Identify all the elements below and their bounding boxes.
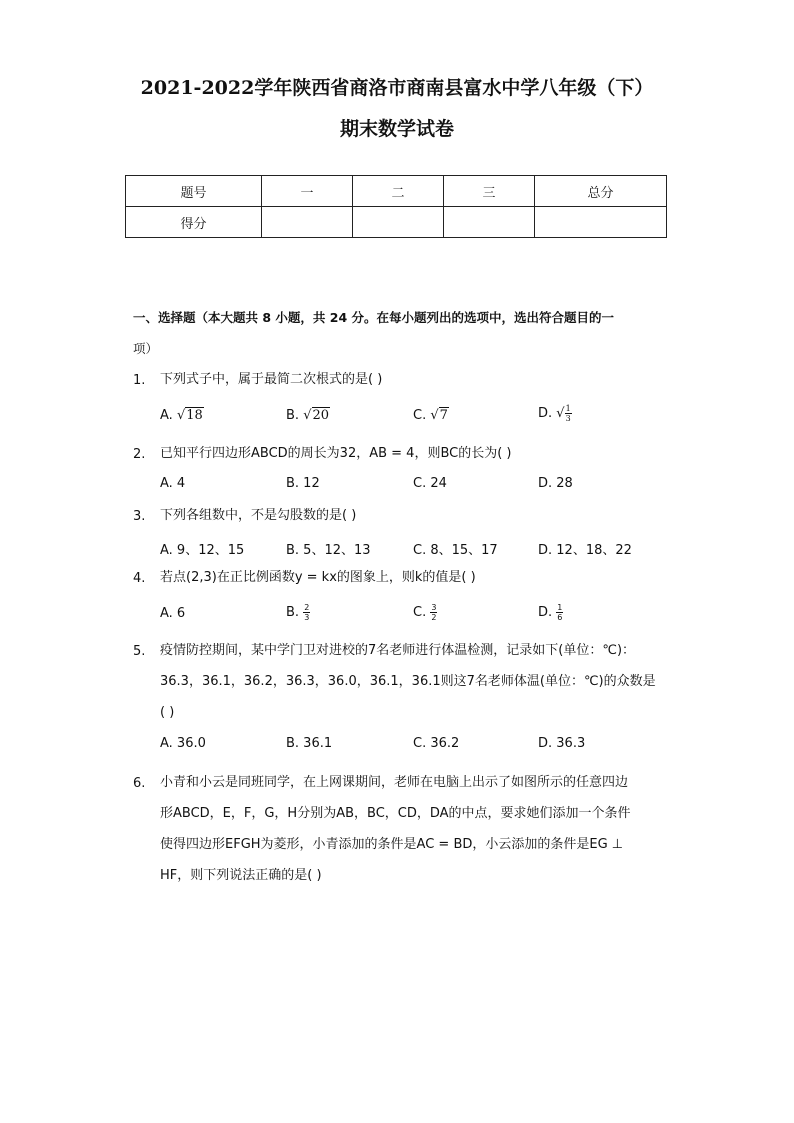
option-b: B. 36.1 [286, 736, 333, 751]
question-text-line: 疫情防控期间，某中学门卫对进校的7名老师进行体温检测，记录如下(单位：℃)： [160, 643, 636, 658]
section-heading-cont: 项） [133, 341, 159, 356]
option-label: B. [286, 605, 300, 620]
option-a: A. 36.0 [160, 736, 206, 751]
section-heading: 一、选择题（本大题共 8 小题，共 24 分。在每小题列出的选项中，选出符合题目的一 [133, 310, 615, 325]
option-a: A. 4 [160, 476, 186, 491]
question-text: 下列各组数中，不是勾股数的是( ) [160, 508, 357, 523]
question-text-line: 小青和小云是同班同学，在上网课期间，老师在电脑上出示了如图所示的任意四边 [160, 775, 629, 790]
table-cell: 二 [353, 176, 444, 207]
table-cell: 总分 [535, 176, 667, 207]
option-c: C. 8、15、17 [413, 543, 498, 558]
option-a [160, 408, 204, 423]
question-number: 5. [133, 644, 146, 659]
option-c [413, 603, 437, 622]
option-a: A. 6 [160, 606, 186, 621]
option-d: D. 28 [538, 476, 573, 491]
option-d [538, 404, 572, 423]
option-label: D. [538, 605, 553, 620]
option-b: B. 5、12、13 [286, 543, 371, 558]
table-row [126, 176, 667, 207]
score-cell[interactable] [353, 207, 444, 238]
sqrt-expression: √20 [303, 408, 330, 423]
score-cell[interactable] [262, 207, 353, 238]
table-cell: 一 [262, 176, 353, 207]
option-d [538, 603, 563, 622]
sqrt-expression: √ $\frac{1}{3}$ [556, 404, 571, 423]
option-label: C. [413, 408, 427, 423]
sqrt-expression: √18 [176, 408, 203, 423]
radicand: 20 [312, 408, 330, 423]
question-text: 若点(2,3)在正比例函数y = kx的图象上，则k的值是( ) [160, 570, 476, 585]
table-cell: 题号 [126, 176, 262, 207]
option-a: A. 9、12、15 [160, 543, 245, 558]
question-text-line: ( ) [160, 705, 175, 720]
question-text-line: 使得四边形EFGH为菱形，小青添加的条件是AC = BD，小云添加的条件是EG ⊥ [160, 837, 624, 852]
question-number: 6. [133, 776, 146, 791]
option-label: C. [413, 605, 427, 620]
score-table [125, 175, 667, 238]
fraction: $\frac{3}{2}$ [431, 603, 437, 622]
question-text: 下列式子中，属于最简二次根式的是( ) [160, 372, 383, 387]
table-cell: 得分 [126, 207, 262, 238]
fraction: $\frac{1}{6}$ [557, 603, 563, 622]
question-text-line: 形ABCD，E，F，G，H分别为AB，BC，CD，DA的中点，要求她们添加一个条件 [160, 806, 631, 821]
question-number: 2. [133, 447, 146, 462]
fraction: $\frac{1}{3}$ [565, 404, 571, 423]
score-cell[interactable] [444, 207, 535, 238]
option-label: B. [286, 408, 300, 423]
option-b [286, 408, 330, 423]
radicand: 18 [186, 408, 203, 423]
question-text-line: HF，则下列说法正确的是( ) [160, 868, 322, 883]
sqrt-expression: √7 [430, 408, 448, 423]
radicand: 7 [439, 408, 448, 423]
option-label: A. [160, 408, 173, 423]
question-number: 3. [133, 509, 146, 524]
question-number: 4. [133, 571, 146, 586]
option-d: D. 12、18、22 [538, 543, 632, 558]
option-b [286, 603, 310, 622]
table-cell: 三 [444, 176, 535, 207]
question-text-line: 36.3，36.1，36.2，36.3，36.0，36.1，36.1则这7名老师体温(单位：℃)的众数是 [160, 674, 656, 689]
exam-title-line1: 2021-2022学年陕西省商洛市商南县富水中学八年级（下） [140, 77, 654, 99]
fraction: $\frac{2}{3}$ [304, 603, 310, 622]
option-b: B. 12 [286, 476, 320, 491]
question-number: 1. [133, 373, 146, 388]
option-d: D. 36.3 [538, 736, 586, 751]
option-c: C. 24 [413, 476, 447, 491]
question-text: 已知平行四边形ABCD的周长为32，AB = 4，则BC的长为( ) [160, 446, 512, 461]
option-c: C. 36.2 [413, 736, 460, 751]
table-row [126, 207, 667, 238]
exam-title-line2: 期末数学试卷 [339, 118, 454, 140]
option-c [413, 408, 449, 423]
option-label: D. [538, 406, 553, 421]
score-cell[interactable] [535, 207, 667, 238]
